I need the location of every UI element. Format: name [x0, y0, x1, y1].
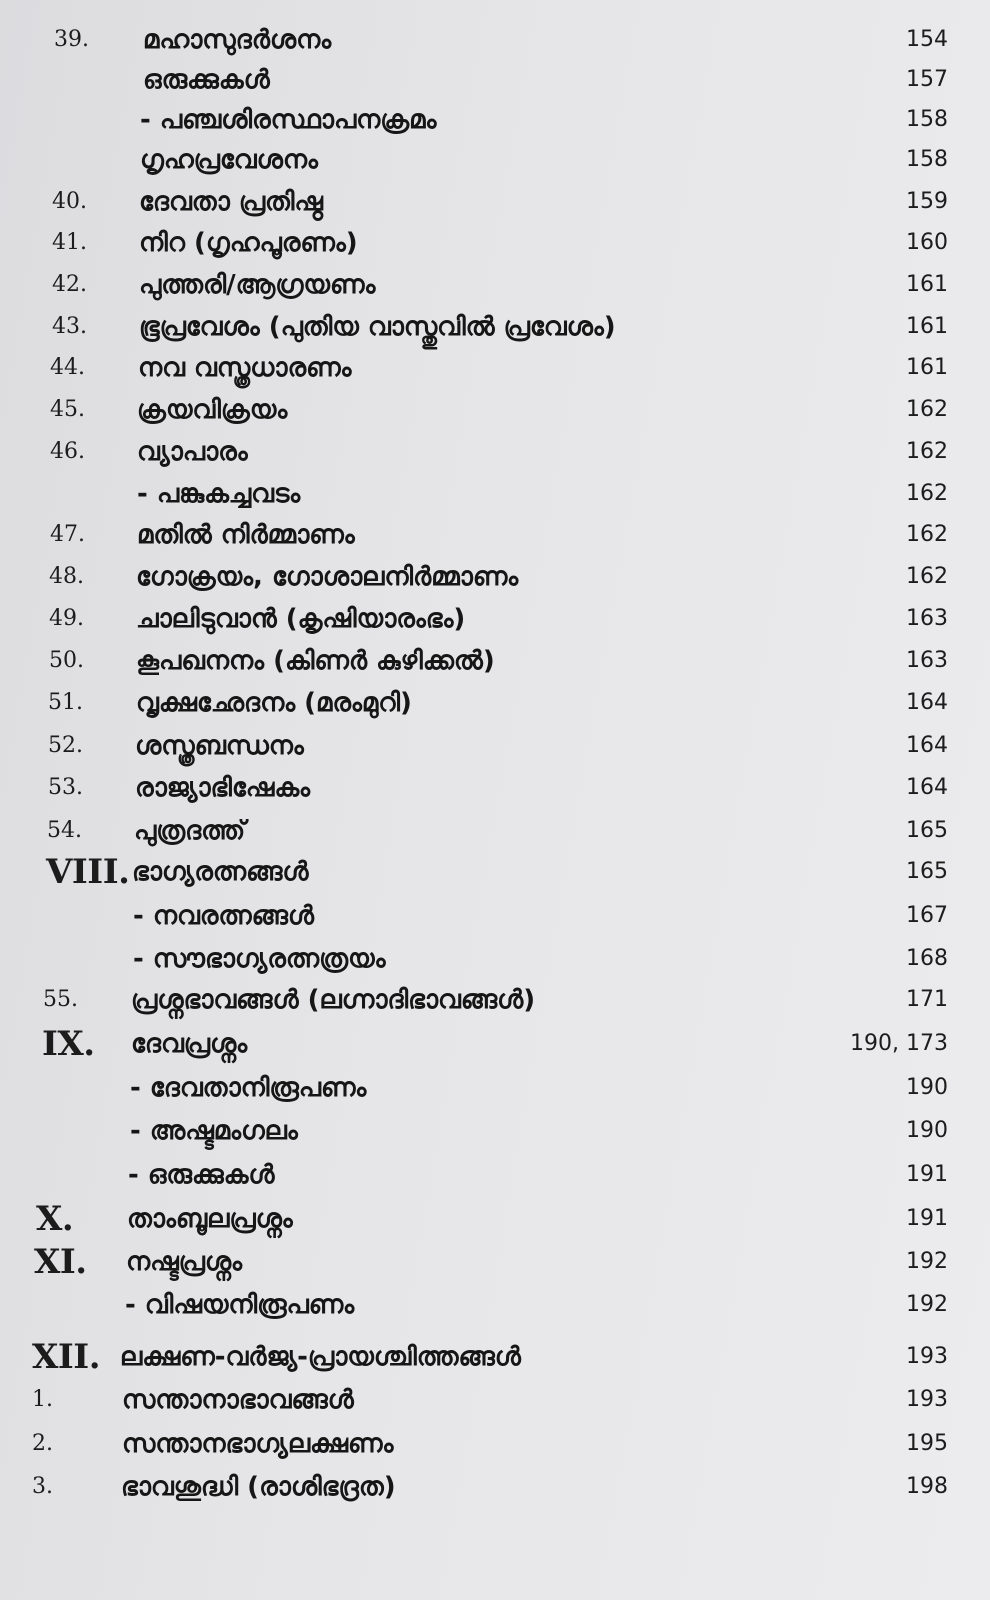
entry-title: സന്താനഭാഗ്യലക്ഷണം [122, 1429, 394, 1459]
entry-title: ഒരുക്കുകൾ [143, 65, 270, 95]
entry-title: - നവരത്നങ്ങൾ [133, 901, 315, 931]
entry-title: ഭാഗ്യരത്നങ്ങൾ [132, 857, 309, 887]
toc-entry [0, 307, 990, 347]
toc-entry [0, 852, 990, 892]
entry-number: 39. [54, 27, 89, 52]
entry-page-number: 162 [906, 522, 948, 547]
toc-entry [0, 100, 990, 140]
entry-page-number: 195 [906, 1431, 948, 1456]
entry-page-number: 168 [906, 946, 948, 971]
entry-page-number: 161 [906, 314, 948, 339]
entry-number: 48. [49, 564, 84, 589]
entry-page-number: 165 [906, 859, 948, 884]
entry-title: പ്രശ്നഭാവങ്ങൾ (ലഗ്നാദിഭാവങ്ങൾ) [131, 985, 536, 1015]
entry-page-number: 165 [906, 818, 948, 843]
entry-page-number: 190 [906, 1075, 948, 1100]
toc-entry [0, 1380, 990, 1420]
toc-entry [0, 1285, 990, 1325]
entry-title: കൂപഖനനം (കിണർ കുഴിക്കൽ) [136, 646, 495, 676]
entry-title: ഭൂപ്രവേശം (പുതിയ വാസ്തുവിൽ പ്രവേശം) [139, 312, 616, 342]
toc-entry [0, 140, 990, 180]
entry-title: - ഒരുക്കുകൾ [128, 1160, 275, 1190]
entry-page-number: 191 [906, 1206, 948, 1231]
entry-title: സന്താനാഭാവങ്ങൾ [122, 1385, 354, 1415]
entry-page-number: 190 [906, 1118, 948, 1143]
entry-number: 52. [48, 733, 83, 758]
entry-page-number: 164 [906, 690, 948, 715]
entry-number: 47. [50, 522, 85, 547]
entry-number: VIII. [46, 852, 130, 892]
entry-title: - പഞ്ചശിരസ്ഥാപനക്രമം [140, 105, 437, 135]
toc-entry [0, 896, 990, 936]
toc-entry [0, 726, 990, 766]
entry-number: 3. [32, 1474, 53, 1499]
toc-entry [0, 1155, 990, 1195]
toc-entry [0, 811, 990, 851]
toc-entry [0, 432, 990, 472]
entry-number: 46. [50, 439, 85, 464]
toc-entry [0, 980, 990, 1020]
entry-page-number: 163 [906, 648, 948, 673]
entry-number: 43. [52, 314, 87, 339]
entry-page-number: 159 [906, 189, 948, 214]
toc-entry [0, 1068, 990, 1108]
entry-page-number: 193 [906, 1387, 948, 1412]
entry-title: ക്രയവിക്രയം [137, 395, 288, 425]
entry-title: ഗൃഹപ്രവേശനം [140, 145, 318, 175]
toc-entry [0, 1111, 990, 1151]
entry-title: താംബൂലപ്രശ്നം [127, 1204, 293, 1234]
toc-entry [0, 1024, 990, 1064]
entry-page-number: 162 [906, 439, 948, 464]
entry-number: 53. [48, 775, 83, 800]
entry-title: പുത്രദത്ത് [134, 816, 246, 846]
toc-entry [0, 1199, 990, 1239]
entry-title: ശസ്ത്രബന്ധനം [135, 731, 304, 761]
entry-page-number: 192 [906, 1249, 948, 1274]
toc-entry [0, 223, 990, 263]
entry-title: വൃക്ഷഛേദനം (മരംമുറി) [136, 688, 412, 718]
entry-title: മഹാസുദർശനം [143, 25, 332, 55]
entry-page-number: 161 [906, 355, 948, 380]
entry-page-number: 190, 173 [850, 1031, 948, 1056]
toc-entry [0, 20, 990, 60]
toc-entry [0, 939, 990, 979]
entry-page-number: 154 [906, 27, 948, 52]
entry-title: രാജ്യാഭിഷേകം [135, 773, 311, 803]
toc-entry [0, 557, 990, 597]
entry-number: 40. [52, 189, 87, 214]
entry-title: ലക്ഷണ-വർജ്യ-പ്രായശ്ചിത്തങ്ങൾ [120, 1342, 521, 1372]
entry-page-number: 191 [906, 1162, 948, 1187]
entry-page-number: 164 [906, 733, 948, 758]
entry-number: 51. [48, 690, 83, 715]
entry-title: - ദേവതാനിരൂപണം [130, 1073, 367, 1103]
entry-number: 41. [52, 230, 87, 255]
entry-number: 55. [43, 987, 78, 1012]
entry-title: ദേവപ്രശ്നം [131, 1029, 248, 1059]
entry-title: ഗോക്രയം, ഗോശാലനിർമ്മാണം [136, 562, 519, 592]
entry-page-number: 192 [906, 1292, 948, 1317]
entry-page-number: 157 [906, 67, 948, 92]
entry-number: XII. [32, 1337, 101, 1377]
entry-page-number: 167 [906, 903, 948, 928]
entry-title: മതിൽ നിർമ്മാണം [137, 520, 355, 550]
entry-title: - വിഷയനിരൂപണം [125, 1290, 355, 1320]
entry-title: നിറ (ഗൃഹപൂരണം) [139, 228, 358, 258]
entry-number: 2. [32, 1431, 53, 1456]
entry-number: 50. [49, 648, 84, 673]
entry-page-number: 193 [906, 1344, 948, 1369]
entry-title: - സൗഭാഗ്യരത്നത്രയം [133, 944, 386, 974]
toc-entry [0, 390, 990, 430]
toc-entry [0, 474, 990, 514]
entry-title: - പങ്കുകച്ചവടം [137, 479, 301, 509]
toc-entry [0, 1424, 990, 1464]
entry-page-number: 160 [906, 230, 948, 255]
entry-number: IX. [42, 1024, 95, 1064]
entry-title: നഷ്ടപ്രശ്നം [126, 1247, 243, 1277]
entry-number: XI. [34, 1242, 87, 1282]
entry-page-number: 162 [906, 564, 948, 589]
toc-entry [0, 683, 990, 723]
toc-entry [0, 641, 990, 681]
entry-title: പുത്തരി/ആഗ്രയണം [139, 270, 376, 300]
entry-page-number: 158 [906, 107, 948, 132]
entry-number: 1. [32, 1387, 53, 1412]
entry-page-number: 158 [906, 147, 948, 172]
entry-page-number: 198 [906, 1474, 948, 1499]
toc-entry [0, 60, 990, 100]
toc-entry [0, 1337, 990, 1377]
toc-entry [0, 768, 990, 808]
entry-title: ഭാവശുദ്ധി (രാശിഭദ്രത) [121, 1472, 396, 1502]
entry-title: വ്യാപാരം [137, 437, 248, 467]
entry-page-number: 163 [906, 606, 948, 631]
entry-page-number: 162 [906, 481, 948, 506]
toc-entry [0, 1467, 990, 1507]
entry-page-number: 162 [906, 397, 948, 422]
toc-entry [0, 1242, 990, 1282]
entry-title: ദേവതാ പ്രതിഷ്ഠ [139, 187, 323, 217]
entry-page-number: 161 [906, 272, 948, 297]
toc-entry [0, 182, 990, 222]
entry-number: 54. [47, 818, 82, 843]
entry-number: X. [36, 1199, 74, 1239]
toc-entry [0, 515, 990, 555]
entry-title: ചാലിടുവാൻ (കൃഷിയാരംഭം) [136, 604, 466, 634]
toc-entry [0, 599, 990, 639]
entry-title: നവ വസ്ത്രധാരണം [138, 353, 352, 383]
entry-title: - അഷ്ടമംഗലം [130, 1116, 298, 1146]
entry-page-number: 171 [906, 987, 948, 1012]
toc-entry [0, 265, 990, 305]
entry-number: 42. [52, 272, 87, 297]
entry-number: 44. [50, 355, 85, 380]
toc-entry [0, 348, 990, 388]
entry-number: 45. [50, 397, 85, 422]
entry-page-number: 164 [906, 775, 948, 800]
entry-number: 49. [49, 606, 84, 631]
